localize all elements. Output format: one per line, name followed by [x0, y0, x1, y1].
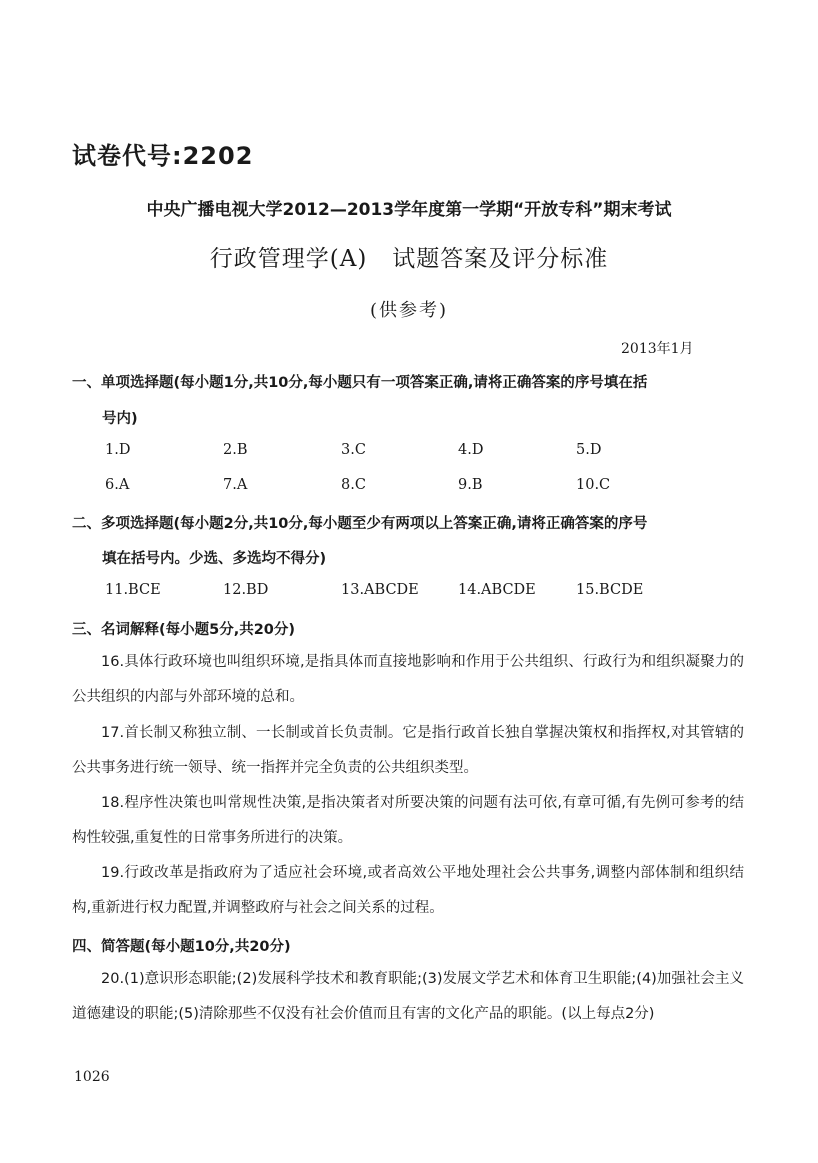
answer-3: 3.C — [341, 442, 366, 458]
section4-heading: 四、简答题(每小题10分,共20分) — [72, 939, 291, 955]
answer-8: 8.C — [341, 477, 366, 493]
answer-7: 7.A — [223, 477, 248, 493]
section1-heading: 一、单项选择题(每小题1分,共10分,每小题只有一项答案正确,请将正确答案的序号填在括 — [72, 375, 648, 391]
section3-heading: 三、名词解释(每小题5分,共20分) — [72, 622, 296, 638]
answer-14: 14.ABCDE — [458, 582, 536, 598]
definition-19 — [72, 856, 744, 926]
answer-12: 12.BD — [223, 582, 269, 598]
answer-10: 10.C — [576, 477, 611, 493]
definition-19-text: 19.行政改革是指政府为了适应社会环境,或者高效公平地处理社会公共事务,调整内部体制和组织结构,重新进行权力配置,并调整政府与社会之间关系的过程。 — [72, 865, 744, 916]
definition-17-text: 17.首长制又称独立制、一长制或首长负责制。它是指行政首长独自掌握决策权和指挥权,对其管辖的公共事务进行统一领导、统一指挥并完全负责的公共组织类型。 — [72, 725, 744, 776]
section2-heading-cont: 填在括号内。少选、多选均不得分) — [102, 551, 327, 567]
answer-6: 6.A — [105, 477, 130, 493]
definition-18 — [72, 786, 744, 856]
page-title: 行政管理学(A) 试题答案及评分标准 — [209, 246, 609, 272]
section1-heading-cont: 号内) — [102, 411, 138, 427]
definition-16-text: 16.具体行政环境也叫组织环境,是指具体而直接地影响和作用于公共组织、行政行为和组织凝聚力的公共组织的内部与外部环境的总和。 — [72, 654, 744, 705]
answer-2: 2.B — [223, 442, 248, 458]
page-number: 1026 — [74, 1069, 110, 1085]
definition-18-text: 18.程序性决策也叫常规性决策,是指决策者对所要决策的问题有法可依,有章可循,有先例可参考的结构性较强,重复性的日常事务所进行的决策。 — [72, 795, 744, 846]
definition-17 — [72, 716, 744, 786]
exam-date: 2013年1月 — [621, 341, 694, 357]
exam-code: 试卷代号:2202 — [72, 142, 254, 170]
short-answer-20-text: 20.(1)意识形态职能;(2)发展科学技术和教育职能;(3)发展文学艺术和体育卫生职能;(4)加强社会主义道德建设的职能;(5)清除那些不仅没有社会价值而且有害的文化产品的职能。(以上每点2分) — [72, 971, 744, 1022]
answer-1: 1.D — [105, 442, 131, 458]
reference-note: (供参考) — [369, 300, 449, 321]
short-answer-20 — [72, 962, 744, 1032]
answer-9: 9.B — [458, 477, 483, 493]
answer-5: 5.D — [576, 442, 602, 458]
definition-16 — [72, 645, 744, 715]
answer-11: 11.BCE — [105, 582, 161, 598]
answer-13: 13.ABCDE — [341, 582, 419, 598]
exam-university-line: 中央广播电视大学2012—2013学年度第一学期“开放专科”期末考试 — [146, 200, 672, 220]
section2-heading: 二、多项选择题(每小题2分,共10分,每小题至少有两项以上答案正确,请将正确答案的序号 — [72, 516, 648, 532]
answer-4: 4.D — [458, 442, 484, 458]
answer-15: 15.BCDE — [576, 582, 644, 598]
